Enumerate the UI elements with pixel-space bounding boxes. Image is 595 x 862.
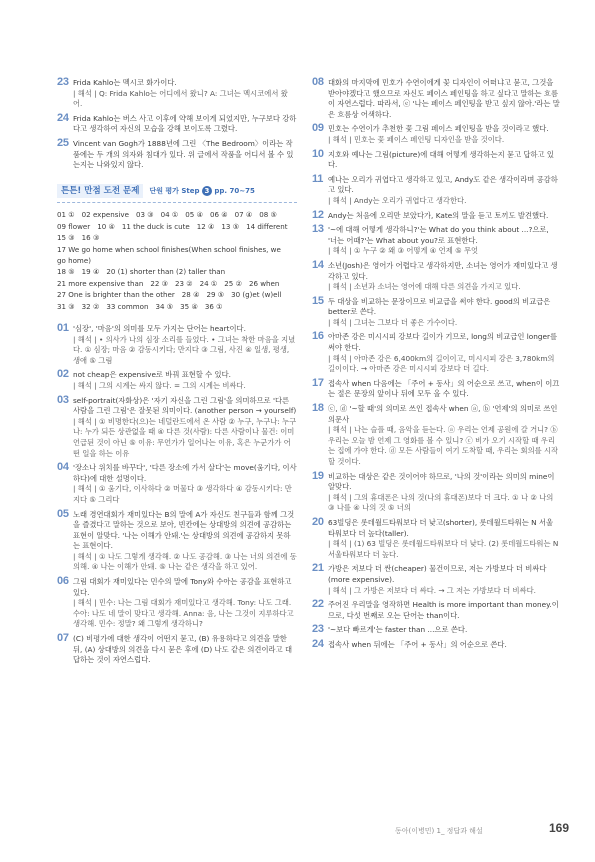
answer-item: 14 different: [246, 221, 288, 231]
answer-item: 02 expensive: [81, 210, 129, 220]
item-text: self-portrait(자화상)은 '자기 자신을 그린 그림'을 의미하므로 '다른 사람을 그린 그림'은 잘못된 의미이다. (another person → yourself): [73, 395, 297, 416]
answer-item: 04 ①: [160, 210, 179, 220]
explanation-item: [57, 634, 297, 666]
item-text: 비교하는 대상은 같은 것이어야 하므로, '나의 것'이라는 의미의 mine이 알맞다.: [328, 471, 555, 492]
item-translation-note: | 해석 | ① 비명한다(으)는 네덜란드에서 온 사람 ② 누구, 누구나: 누구나: 누가 되든 상관없을 때 ④ 다른 것(사람): 다른 사람이나 물건: 이미 언급된 것이 아닌 ⑤ 이유: 무언가가 일어나는 이유, 혹은 누군가가 어떤 일을 하는 이유: [73, 416, 297, 458]
explanation-item: [57, 507, 297, 574]
answer-item: 21 more expensive than: [57, 278, 144, 288]
step-number-icon: 3: [202, 186, 212, 196]
left-bottom-entries: [57, 324, 297, 666]
explanation-item: [312, 332, 560, 374]
item-text: 가방은 저보다 더 싼(cheaper) 물건이므로, 저는 가방보다 더 비싸다(more expensive).: [328, 564, 547, 584]
page-number: 169: [549, 821, 570, 835]
item-text: 그림 대회가 재미있다는 민수의 말에 Tony와 수아는 공감을 표현하고 있다.: [73, 577, 292, 597]
answer-item: 24 ①: [199, 278, 218, 288]
item-text: '~보다 빠르게'는 faster than ...으로 쓴다.: [328, 625, 468, 635]
answer-item: 09 flower: [57, 221, 91, 231]
item-number: 02: [57, 368, 69, 381]
item-number: 23: [57, 76, 69, 88]
right-column: [312, 78, 560, 655]
answer-item: 10 ④: [97, 221, 115, 231]
item-text: (C) 비평가에 대한 생각이 어떤지 묻고, (B) 유용하다고 의견을 말한 뒤, (A) 상대방의 의견을 다시 묻은 후에 (D) 나도 같은 의견이라고 대답하는 것이 자연스럽다.: [73, 634, 293, 665]
answer-item: 01 ①: [57, 210, 75, 220]
item-number: 03: [57, 393, 69, 406]
item-text: 아마존 강은 미시시피 강보다 길이가 기므로, long의 비교급인 longer를 써야 한다.: [328, 332, 558, 353]
explanation-item: [312, 225, 560, 257]
explanation-item: [312, 404, 560, 468]
item-number: 21: [312, 562, 324, 575]
item-text: ⓒ, ⓓ '~할 때'의 의미로 쓰인 접속사 when ⓐ, ⓑ '언제'의 의미로 쓰인 의문사: [328, 404, 558, 424]
explanation-item: [57, 370, 297, 391]
answer-item: 35 ④: [180, 301, 198, 311]
item-text: 주어진 우리말을 영작하면 Health is more important than money.이므로, 다섯 번째로 오는 단어는 than이다.: [328, 600, 559, 620]
item-translation-note: | 해석 | ① 누구 ② 왜 ③ 어떻게 ④ 언제 ⑤ 무엇: [328, 246, 479, 256]
answer-item: 17 We go home when school finishes(When school finishes, we go home): [57, 244, 281, 265]
answer-item: 13 ⑤: [221, 221, 240, 231]
explanation-item: [312, 294, 560, 329]
item-text: Frida Kahlo는 멕시코 화가이다.: [73, 78, 177, 87]
answer-list: [57, 209, 297, 312]
explanation-item: [312, 564, 560, 596]
explanation-item: [312, 147, 560, 171]
answer-item: 11 the duck is cute: [121, 221, 190, 231]
answer-item: 03 ③: [135, 210, 154, 220]
item-number: 25: [57, 136, 69, 149]
answer-item: 32 ②: [81, 301, 100, 311]
item-translation-note: | 해석 | 나는 슬플 때, 음악을 듣는다. ⓐ 우리는 언제 공원에 갈 거니? ⓑ 우리는 오늘 밤 언제 그 영화를 볼 수 있니? ⓒ 비가 오기 시작할 때 우리는 집에 가야 한다. ⓓ 모든 사람들이 여기 도착할 때, 우리는 회의를 시작할 것이다.: [328, 425, 559, 466]
item-number: 06: [57, 575, 69, 588]
answer-item: 19 ④: [81, 267, 100, 277]
answer-item: 15 ③: [57, 233, 75, 243]
banner-title: 튼튼! 만점 도전 문제: [57, 184, 143, 199]
item-text: 접속사 when 다음에는 「주어 + 동사」의 어순으로 쓰고, when이 이끄는 절은 문장의 앞이나 뒤에 모두 올 수 있다.: [328, 378, 560, 399]
item-number: 01: [57, 322, 69, 334]
answer-item: 36 ①: [204, 301, 223, 311]
item-number: 13: [312, 223, 324, 236]
answer-item: 31 ③: [57, 301, 75, 311]
explanation-item: [312, 469, 560, 514]
banner-step: [149, 186, 254, 197]
section-banner: [57, 184, 297, 204]
item-text: Andy는 처음에 오리만 보았다가, Kate의 말을 듣고 토끼도 발견했다.: [328, 210, 549, 220]
right-entries: [312, 78, 560, 651]
explanation-item: [312, 625, 560, 636]
explanation-item: [312, 124, 560, 145]
item-number: 10: [312, 147, 324, 160]
item-number: 12: [312, 208, 324, 221]
item-translation-note: | 해석 | 그 가방은 저보다 더 싸다. → 그 저는 가방보다 더 비싸다.: [328, 585, 536, 595]
item-translation-note: | 해석 | Q: Frida Kahlo는 어디에서 왔니? A: 그녀는 멕시코에서 왔어.: [73, 88, 288, 109]
item-text: '장소나 위치를 바꾸다', '다른 장소에 가서 살다'는 move(움기다, 이사하다)에 대한 설명이다.: [73, 463, 297, 483]
item-text: Vincent van Gogh가 1888년에 그린 〈The Bedroom〉이라는 작품에는 두 개의 의자와 침대가 있다. 위 글에서 작품을 어디서 볼 수 있는지는 나와있지 않다.: [73, 138, 294, 170]
item-number: 20: [312, 515, 324, 528]
explanation-item: [312, 208, 560, 222]
item-number: 24: [57, 111, 69, 124]
answer-item: 07 ④: [234, 210, 253, 220]
item-text: 두 대상을 비교하는 문장이므로 비교급을 써야 한다. good의 비교급은 better로 쓴다.: [328, 296, 551, 317]
explanation-item: [312, 78, 560, 120]
answer-item: 18 ⑤: [57, 267, 75, 277]
answer-item: 34 ⑤: [155, 301, 174, 311]
answer-item: 30 (g)et (w)ell: [231, 290, 282, 300]
footer-label: 동아(이병민) 1_ 정답과 해설: [395, 827, 483, 835]
answer-item: 08 ⑤: [259, 210, 277, 220]
item-translation-note: | 해석 | • 의사가 나의 심장 소리를 들었다. • 그녀는 착한 마음을 지녔다. ① 심장; 마음 ② 감동시키다; 만지다 ③ 그림, 사진 ④ 일생, 평생, 생애 ⑤ 그림: [73, 334, 296, 365]
item-text: '심장', '마음'의 의미를 모두 가지는 단어는 heart이다.: [73, 324, 246, 333]
explanation-item: [312, 515, 560, 560]
item-text: 소년(Josh)은 영어가 어렵다고 생각하지만, 소녀는 영어가 재미있다고 생각하고 있다.: [328, 260, 558, 281]
explanation-item: [57, 577, 297, 630]
explanation-item: [57, 78, 297, 110]
item-translation-note: | 해석 | 민수: 나는 그림 대회가 재미있다고 생각해. Tony: 나도 그래. 수아: 나도 네 말이 맞다고 생각해. Anna: 음, 나는 그것이 지루하다고 생각해. 민수: 정말? 왜 그렇게 생각하니?: [73, 598, 294, 629]
answer-item: 27 One is brighter than the other: [57, 290, 175, 300]
answer-item: 25 ②: [224, 278, 242, 288]
answer-item: 16 ③: [81, 233, 100, 243]
item-text: 민호는 수연이가 추천한 꽃 그림 페이스 페인팅을 받을 것이라고 했다.: [328, 124, 549, 134]
item-translation-note: | 해석 | 그의 휴대폰은 나의 것(나의 휴대폰)보다 더 크다. ① 나 ② 나의 ③ 나를 ④ 나의 것 ⑤ 너의: [328, 492, 554, 513]
answer-item: 28 ④: [181, 290, 200, 300]
answer-item: 29 ⑤: [206, 290, 225, 300]
explanation-item: [57, 393, 297, 460]
item-number: 18: [312, 402, 324, 415]
item-text: 지호와 예나는 그림(picture)에 대해 어떻게 생각하는지 묻고 답하고 있다.: [328, 149, 554, 170]
explanation-item: [312, 258, 560, 293]
item-number: 07: [57, 632, 69, 645]
item-translation-note: | 해석 | (1) 63 빌딩은 롯데월드타워보다 더 낮다. (2) 롯데월드타워는 N 서울타워보다 더 높다.: [328, 539, 559, 559]
item-number: 04: [57, 461, 69, 474]
item-text: '~에 대해 어떻게 생각하니?'는 What do you think about ...?으로, '너는 어때?'는 What about you?로 표현한다.: [328, 225, 549, 245]
explanation-item: [57, 324, 297, 366]
item-text: 접속사 when 뒤에는 「주어 + 동사」의 어순으로 쓴다.: [328, 639, 507, 649]
left-top-entries: [57, 78, 297, 171]
explanation-item: [57, 463, 297, 505]
item-text: Frida Kahlo는 버스 사고 이후에 약해 보이게 되었지만, 누구보다 강하다고 생각하여 자신의 모습을 강해 보이도록 그렸다.: [73, 113, 297, 134]
item-number: 14: [312, 258, 324, 271]
explanation-item: [312, 637, 560, 651]
item-number: 17: [312, 376, 324, 389]
explanation-item: [312, 600, 560, 621]
item-translation-note: | 해석 | 그녀는 그보다 더 좋은 가수이다.: [328, 317, 458, 327]
item-number: 15: [312, 294, 324, 307]
answer-item: 20 (1) shorter than (2) taller than: [106, 267, 226, 277]
item-number: 08: [312, 76, 324, 88]
answer-item: 22 ③: [150, 278, 168, 288]
item-number: 09: [312, 122, 324, 135]
item-translation-note: | 해석 | 소년과 소녀는 영어에 대해 다른 의견을 가지고 있다.: [328, 282, 521, 292]
item-translation-note: | 해석 | ① 움기다, 이사하다 ② 머물다 ③ 생각하다 ④ 감동시키다: 만지다 ⑤ 그리다: [73, 484, 292, 504]
item-translation-note: | 해석 | 민호는 꽃 페이스 페인팅 디자인을 받을 것이다.: [328, 134, 505, 144]
answer-item: 26 when: [248, 278, 280, 288]
item-translation-note: | 해석 | 아마존 강은 6,400km의 길이이고, 미시시피 강은 3,780km의 길이이다. → 아마존 강은 미시시피 강보다 더 길다.: [328, 353, 555, 374]
explanation-item: [312, 376, 560, 400]
item-number: 19: [312, 469, 324, 482]
item-number: 24: [312, 637, 324, 650]
item-text: 예나는 오리가 귀엽다고 생각하고 있고, Andy도 같은 생각이라며 공감하고 있다.: [328, 174, 558, 195]
answer-item: 23 ②: [174, 278, 193, 288]
left-column: [57, 78, 297, 670]
item-translation-note: | 해석 | ① 나도 그렇게 생각해. ② 나도 공감해. ③ 나는 너의 의견에 동의해. ④ 나는 이해가 안돼. ⑤ 나는 같은 생각을 하고 있어.: [73, 551, 297, 572]
page-range: pp. 70~75: [214, 186, 255, 195]
item-number: 23: [312, 623, 324, 636]
item-translation-note: | 해석 | Andy는 오리가 귀엽다고 생각한다.: [328, 195, 467, 205]
explanation-item: [312, 172, 560, 207]
item-text: 63빌딩은 롯데월드타워보다 더 낮고(shorter), 롯데월드타워는 N 서울타워보다 더 높다(taller).: [328, 517, 554, 538]
item-number: 05: [57, 507, 69, 520]
item-translation-note: | 해석 | 그의 시계는 싸지 않다. = 그의 시계는 비싸다.: [73, 380, 246, 390]
item-text: 노래 경연대회가 재미있다는 B의 말에 A가 자신도 친구들과 함께 그것을 즐겼다고 말하는 것으로 보아, 빈칸에는 상대방의 의견에 공감하는 표현이 알맞다. '나는 이해가 안돼.'는 상대방의 의견에 공감하지 못하는 표현이다.: [73, 509, 295, 551]
answer-item: 05 ④: [185, 210, 203, 220]
item-number: 22: [312, 598, 324, 611]
item-number: 16: [312, 330, 324, 343]
item-text: 대화의 마지막에 민호가 수연이에게 꽃 디자인이 어떠냐고 묻고, 그것을 받아야겠다고 했으므로 자신도 페이스 페인팅을 하고 싶다고 말하는 흐름이 자연스럽다. 따라서, ⓔ '나는 페이스 페인팅을 받고 싶지 않아.'라는 말은 흐름상 어색하다.: [328, 78, 560, 119]
explanation-item: [57, 111, 297, 135]
answer-item: 06 ④: [209, 210, 228, 220]
explanation-item: [57, 136, 297, 171]
answer-key: [57, 209, 297, 312]
item-text: not cheap은 expensive로 바꿔 표현할 수 있다.: [73, 370, 231, 380]
item-number: 11: [312, 172, 324, 185]
step-label: 단원 평가 Step: [149, 186, 200, 195]
answer-item: 33 common: [106, 301, 149, 311]
answer-item: 12 ④: [196, 221, 215, 231]
